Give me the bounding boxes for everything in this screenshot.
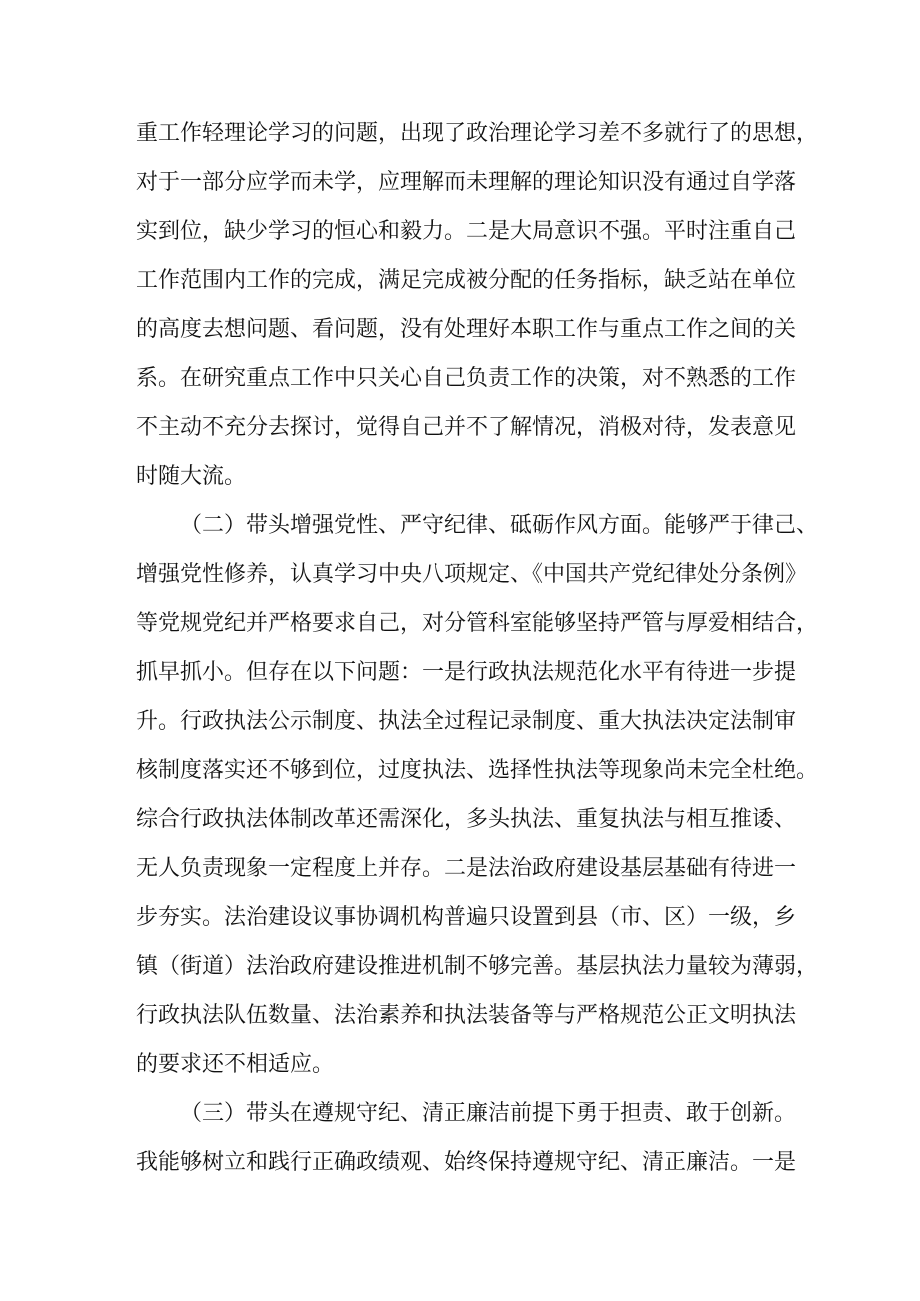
text-line: 不主动不充分去探讨，觉得自己并不了解情况，消极对待，发表意见 — [136, 415, 797, 440]
text-line: 增强党性修养，认真学习中央八项规定、《中国共产党纪律处分条例》 — [136, 562, 808, 587]
text-line: 系。在研究重点工作中只关心自己负责工作的决策，对不熟悉的工作 — [136, 366, 797, 391]
text-line: 抓早抓小。但存在以下问题：一是行政执法规范化水平有待进一步提 — [136, 660, 797, 685]
text-line: 实到位，缺少学习的恒心和毅力。二是大局意识不强。平时注重自己 — [136, 219, 797, 244]
paragraph-heading-3: （三）带头在遵规守纪、清正廉洁前提下勇于担责、敢于创新。 — [180, 1101, 797, 1126]
text-line: 步夯实。法治建设议事协调机构普遍只设置到县（市、区）一级，乡 — [136, 905, 797, 930]
text-line: 重工作轻理论学习的问题，出现了政治理论学习差不多就行了的思想， — [136, 121, 819, 146]
text-line: 核制度落实还不够到位，过度执法、选择性执法等现象尚未完全杜绝。 — [136, 758, 819, 783]
text-line: 镇（街道）法治政府建设推进机制不够完善。基层执法力量较为薄弱， — [136, 954, 819, 979]
text-line: 工作范围内工作的完成，满足完成被分配的任务指标，缺乏站在单位 — [136, 268, 797, 293]
text-line: 无人负责现象一定程度上并存。二是法治政府建设基层基础有待进一 — [136, 856, 797, 881]
text-line: 的要求还不相适应。 — [136, 1052, 335, 1077]
text-line: 时随大流。 — [136, 464, 247, 489]
paragraph-heading-2: （二）带头增强党性、严守纪律、砥砺作风方面。能够严于律己、 — [180, 513, 819, 538]
text-line: 行政执法队伍数量、法治素养和执法装备等与严格规范公正文明执法 — [136, 1003, 797, 1028]
text-line: 对于一部分应学而未学，应理解而未理解的理论知识没有通过自学落 — [136, 170, 797, 195]
text-line: 等党规党纪并严格要求自己，对分管科室能够坚持严管与厚爱相结合， — [136, 611, 819, 636]
text-line: 升。行政执法公示制度、执法全过程记录制度、重大执法决定法制审 — [136, 709, 797, 734]
text-line: 综合行政执法体制改革还需深化，多头执法、重复执法与相互推诿、 — [136, 807, 797, 832]
text-line: 我能够树立和践行正确政绩观、始终保持遵规守纪、清正廉洁。一是 — [136, 1150, 797, 1175]
text-line: 的高度去想问题、看问题，没有处理好本职工作与重点工作之间的关 — [136, 317, 797, 342]
